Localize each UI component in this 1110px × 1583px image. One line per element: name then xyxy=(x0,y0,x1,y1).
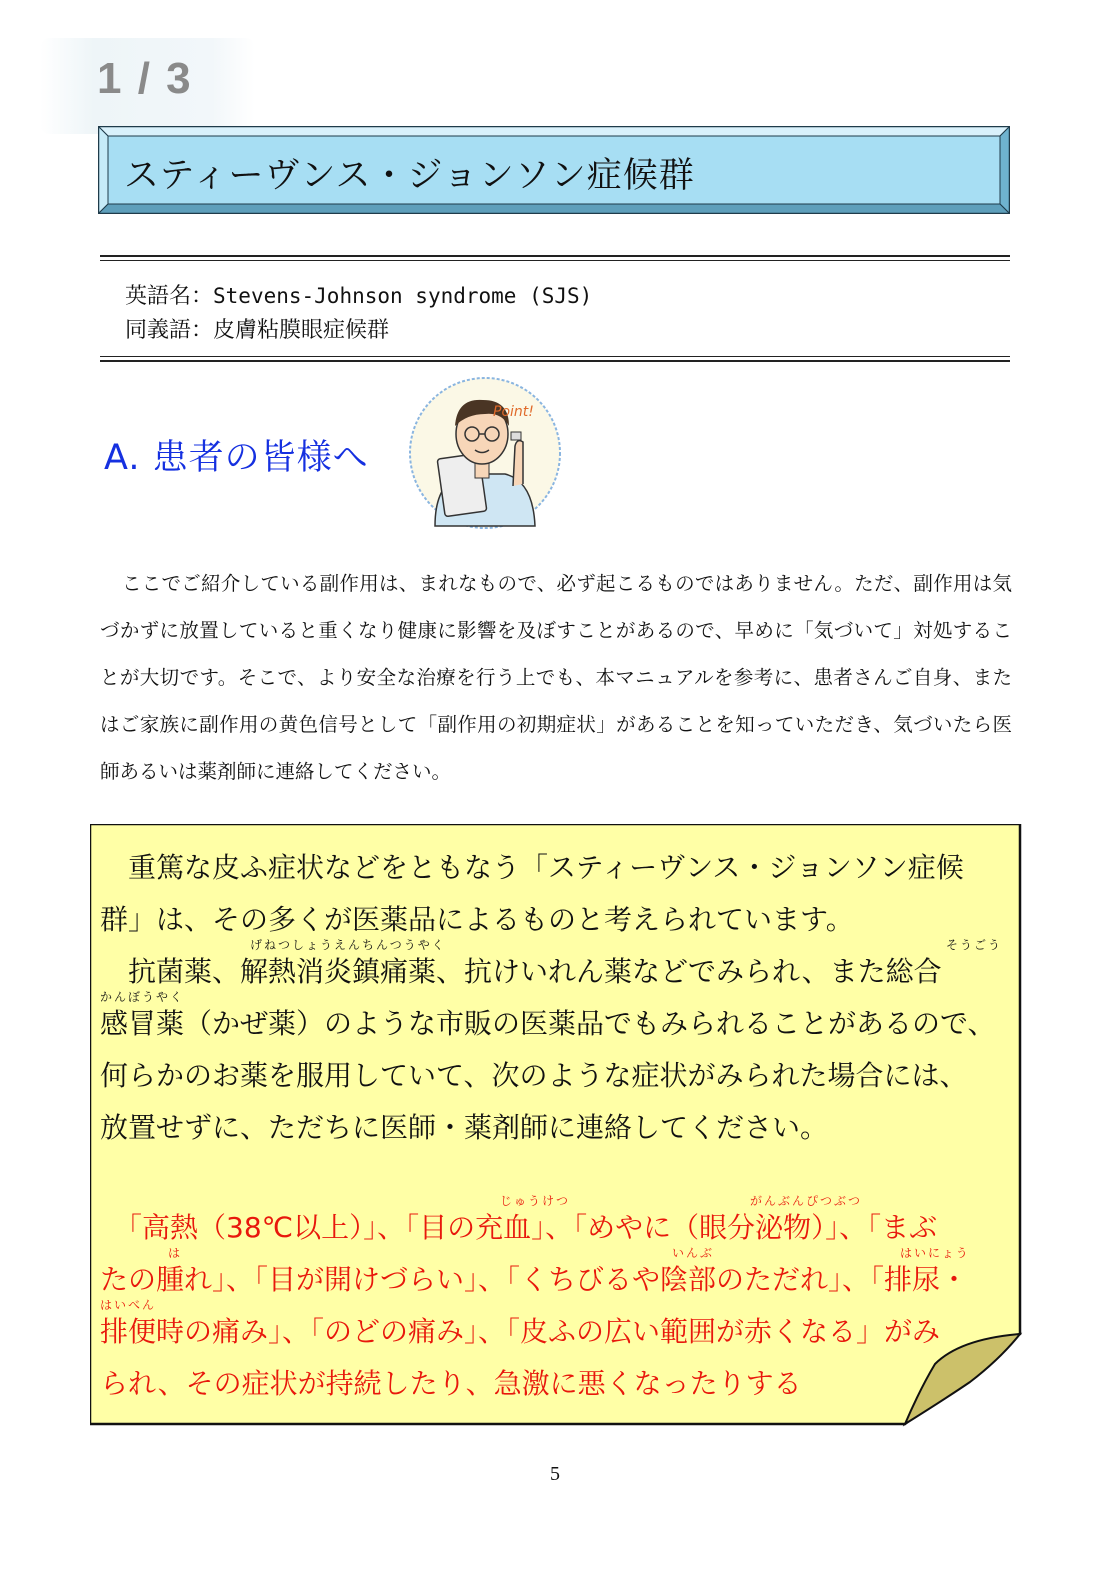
note-line xyxy=(100,992,1012,1044)
intro-paragraph: ここでご紹介している副作用は、まれなもので、必ず起こるものではありません。ただ、副作用は気づかずに放置していると重くなり健康に影響を及ぼすことがあるので、早めに「気づいて」対処することが大切です。そこで、より安全な治療を行う上でも、本マニュアルを参考に、患者さんご自身、またはご家族に副作用の黄色信号として「副作用の初期症状」があることを知っていただき、気づいたら医師あるいは薬剤師に連絡してください。 xyxy=(100,572,1012,783)
ruby-ganbunpitsubutsu: がんぶんぴつぶつ xyxy=(750,1194,863,1208)
note-line-text: 群」は、その多くが医薬品によるものと考えられています。 xyxy=(100,903,854,936)
title-banner xyxy=(98,126,1010,214)
page-indicator xyxy=(40,38,255,134)
section-a-heading: A. 患者の皆様へ xyxy=(104,438,369,478)
page-title: スティーヴンス・ジョンソン症候群 xyxy=(124,156,695,196)
divider-bottom xyxy=(100,360,1010,362)
english-name-row xyxy=(125,279,592,310)
symptom-line xyxy=(100,1352,1012,1404)
ruby-genetsu: げねつしょうえんちんつうやく xyxy=(250,938,446,952)
note-line-text: 何らかのお薬を服用していて、次のような症状がみられた場合には、 xyxy=(100,1059,968,1092)
note-spacer xyxy=(100,1148,1012,1196)
ruby-sougou: そうごう xyxy=(946,938,1003,952)
note-line-text: 抗菌薬、解熱消炎鎮痛薬、抗けいれん薬などでみられ、また総合 xyxy=(100,955,942,988)
ruby-hainyou: はいにょう xyxy=(900,1246,970,1260)
note-line xyxy=(100,888,1012,940)
symptom-line-text: られ、その症状が持続したり、急激に悪くなったりする xyxy=(100,1367,802,1400)
note-line xyxy=(100,836,1012,888)
pharmacist-icon xyxy=(405,376,565,531)
ruby-inbu: いんぶ xyxy=(672,1246,715,1260)
intro-section xyxy=(100,560,1012,795)
warning-note xyxy=(90,824,1030,1439)
symptom-line xyxy=(100,1300,1012,1352)
english-name-label: 英語名： xyxy=(125,284,214,309)
note-line-text: 感冒薬（かぜ薬）のような市販の医薬品でもみられることがあるので、 xyxy=(100,1007,996,1040)
english-name-value: Stevens-Johnson syndrome (SJS) xyxy=(213,284,593,308)
synonym-row xyxy=(125,313,389,344)
synonym-label: 同義語： xyxy=(125,318,214,343)
note-line xyxy=(100,1044,1012,1096)
note-line xyxy=(100,940,1012,992)
note-line-text: 放置せずに、ただちに医師・薬剤師に連絡してください。 xyxy=(100,1111,829,1144)
pharmacist-illustration xyxy=(405,376,565,531)
symptom-line xyxy=(100,1196,1012,1248)
symptom-line-text: 「高熱（38℃以上）」、「目の充血」、「めやに（眼分泌物）」、「まぶ xyxy=(100,1211,938,1244)
symptom-line-text: たの腫れ」、「目が開けづらい」、「くちびるや陰部のただれ」、「排尿・ xyxy=(100,1263,969,1296)
symptom-line-text: 排便時の痛み」、「のどの痛み」、「皮ふの広い範囲が赤くなる」がみ xyxy=(100,1315,941,1348)
divider-top-thin xyxy=(100,260,1010,261)
ruby-kanbouyaku: かんぼうやく xyxy=(100,990,185,1004)
note-line xyxy=(100,1096,1012,1148)
page-indicator-text: 1 / 3 xyxy=(97,54,193,103)
synonym-value: 皮膚粘膜眼症候群 xyxy=(213,318,390,343)
divider-top xyxy=(100,255,1010,257)
note-line-text: 重篤な皮ふ症状などをともなう「スティーヴンス・ジョンソン症候 xyxy=(100,851,964,884)
divider-bottom-thin xyxy=(100,356,1010,357)
point-badge: Point! xyxy=(493,404,534,420)
ruby-haiben: はいべん xyxy=(100,1298,157,1312)
page-number: 5 xyxy=(550,1463,560,1485)
symptom-line xyxy=(100,1248,1012,1300)
ruby-ha: は xyxy=(168,1246,183,1260)
ruby-juuketsu: じゅうけつ xyxy=(500,1194,571,1208)
note-text xyxy=(100,836,1012,1404)
